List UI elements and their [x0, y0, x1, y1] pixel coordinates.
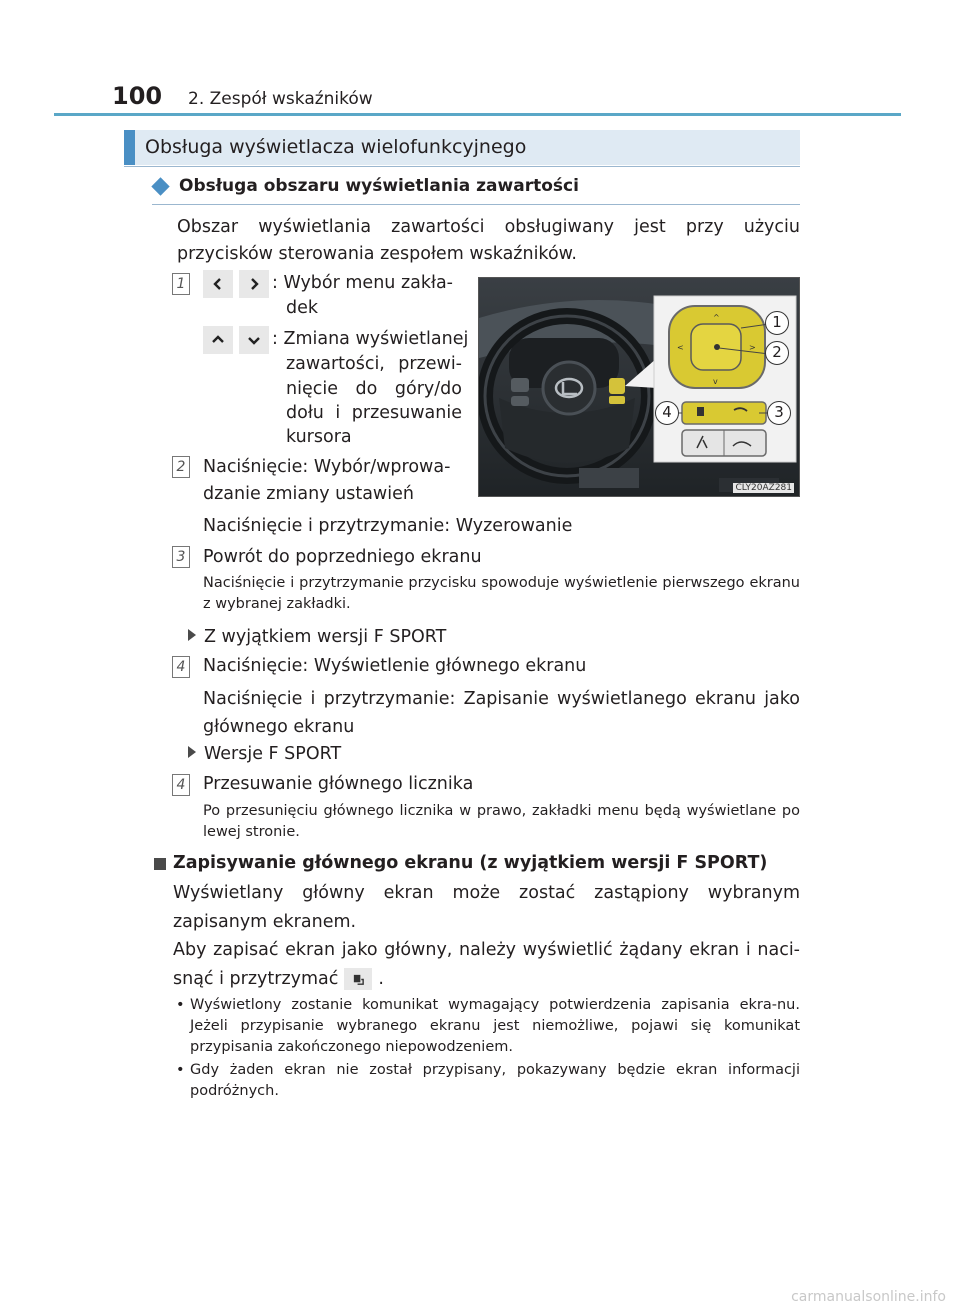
svg-text:<: < — [677, 343, 684, 352]
figure-callout-3: 3 — [767, 401, 791, 425]
chapter-title: 2. Zespół wskaźników — [188, 89, 373, 109]
main-screen-button-icon — [344, 968, 372, 990]
item-4a-hold: Naciśnięcie i przytrzymanie: Zapisanie wyświetlanego ekranu jako głównego ekranu — [203, 689, 800, 737]
item-3-text: Powrót do poprzedniego ekranu — [203, 547, 482, 567]
item-4a-text: Naciśnięcie: Wyświetlenie głównego ekranu — [203, 656, 587, 676]
svg-text:v: v — [713, 377, 718, 386]
item-1-line-1: : Wybór menu zakła- — [272, 273, 453, 293]
item-number-4b: 4 — [172, 774, 190, 796]
figure-code: CLY20AZ281 — [735, 483, 792, 493]
triangle-bullet-icon — [188, 629, 196, 641]
save-section-title: Zapisywanie głównego ekranu (z wyjątkiem wersji F SPORT) — [173, 853, 768, 873]
subsection-heading — [152, 176, 579, 196]
save-bullet-2: Gdy żaden ekran nie został przypisany, pokazywany będzie ekran informacji podróżnych. — [190, 1062, 800, 1099]
figure-callout-4: 4 — [655, 401, 679, 425]
item-number-2: 2 — [172, 456, 190, 478]
svg-text:^: ^ — [713, 313, 720, 322]
left-arrow-key-icon — [203, 270, 233, 298]
item-2-line-2: dzanie zmiany ustawień — [203, 484, 414, 504]
subsection-title: Obsługa obszaru wyświetlania zawartości — [179, 176, 579, 196]
item-ud-line-3: nięcie do góry/do — [286, 379, 462, 399]
item-ud-line-1: : Zmiana wyświetlanej — [272, 329, 469, 349]
f-sport-label: Wersje F SPORT — [188, 741, 341, 768]
item-number-4a: 4 — [172, 656, 190, 678]
save-section-p2: Aby zapisać ekran jako główny, należy wyświetlić żądany ekran i naci-snąć i przytrzymać . — [173, 940, 800, 989]
bullet-dot-1: • — [176, 997, 185, 1013]
save-section-p1: Wyświetlany główny ekran może zostać zastąpiony wybranym zapisanym ekranem. — [173, 883, 800, 932]
item-1-line-2: dek — [286, 298, 319, 318]
header-rule — [54, 113, 901, 116]
svg-text:>: > — [749, 343, 756, 352]
diamond-bullet-icon — [151, 177, 169, 195]
item-4b-note: Po przesunięciu głównego licznika w prawo, zakładki menu będą wyświetlane po lewej stronie. — [203, 803, 800, 840]
watermark: carmanualsonline.info — [791, 1289, 946, 1305]
item-number-3: 3 — [172, 546, 190, 568]
figure-callout-2: 2 — [765, 341, 789, 365]
item-ud-line-2: zawartości, przewi- — [286, 354, 462, 374]
item-4b-text: Przesuwanie głównego licznika — [203, 774, 474, 794]
triangle-bullet-icon — [188, 746, 196, 758]
figure-callout-1: 1 — [765, 311, 789, 335]
item-2-line-1: Naciśnięcie: Wybór/wprowa- — [203, 457, 451, 477]
page-number: 100 — [112, 82, 163, 110]
section-bar — [124, 130, 800, 165]
down-arrow-key-icon — [239, 326, 269, 354]
item-3-note: Naciśnięcie i przytrzymanie przycisku spowoduje wyświetlenie pierwszego ekranu z wybranej zakładki. — [203, 575, 800, 612]
square-bullet-icon — [154, 858, 166, 870]
page-header — [112, 82, 373, 110]
intro-paragraph: Obszar wyświetlania zawartości obsługiwany jest przy użyciu przycisków sterowania zespołem wskaźników. — [177, 217, 800, 264]
steering-wheel-illustration — [479, 278, 800, 497]
section-title: Obsługa wyświetlacza wielofunkcyjnego — [145, 136, 527, 158]
item-number-1: 1 — [172, 273, 190, 295]
except-f-sport-label: Z wyjątkiem wersji F SPORT — [188, 624, 446, 651]
item-2-hold: Naciśnięcie i przytrzymanie: Wyzerowanie — [203, 516, 573, 536]
subsection-rule — [152, 204, 800, 205]
bullet-dot-2: • — [176, 1062, 185, 1078]
item-ud-line-4: dołu i przesuwanie — [286, 403, 462, 423]
right-arrow-key-icon — [239, 270, 269, 298]
section-underline — [124, 166, 800, 167]
item-ud-line-5: kursora — [286, 427, 352, 447]
up-arrow-key-icon — [203, 326, 233, 354]
steering-wheel-figure — [478, 277, 800, 497]
save-bullet-1: Wyświetlony zostanie komunikat wymagający potwierdzenia zapisania ekra-nu. Jeżeli przypisanie wybranego ekranu jest niemożliwe, pojawi się komunikat przypisania zakończonego niepowodzeniem. — [190, 997, 800, 1055]
